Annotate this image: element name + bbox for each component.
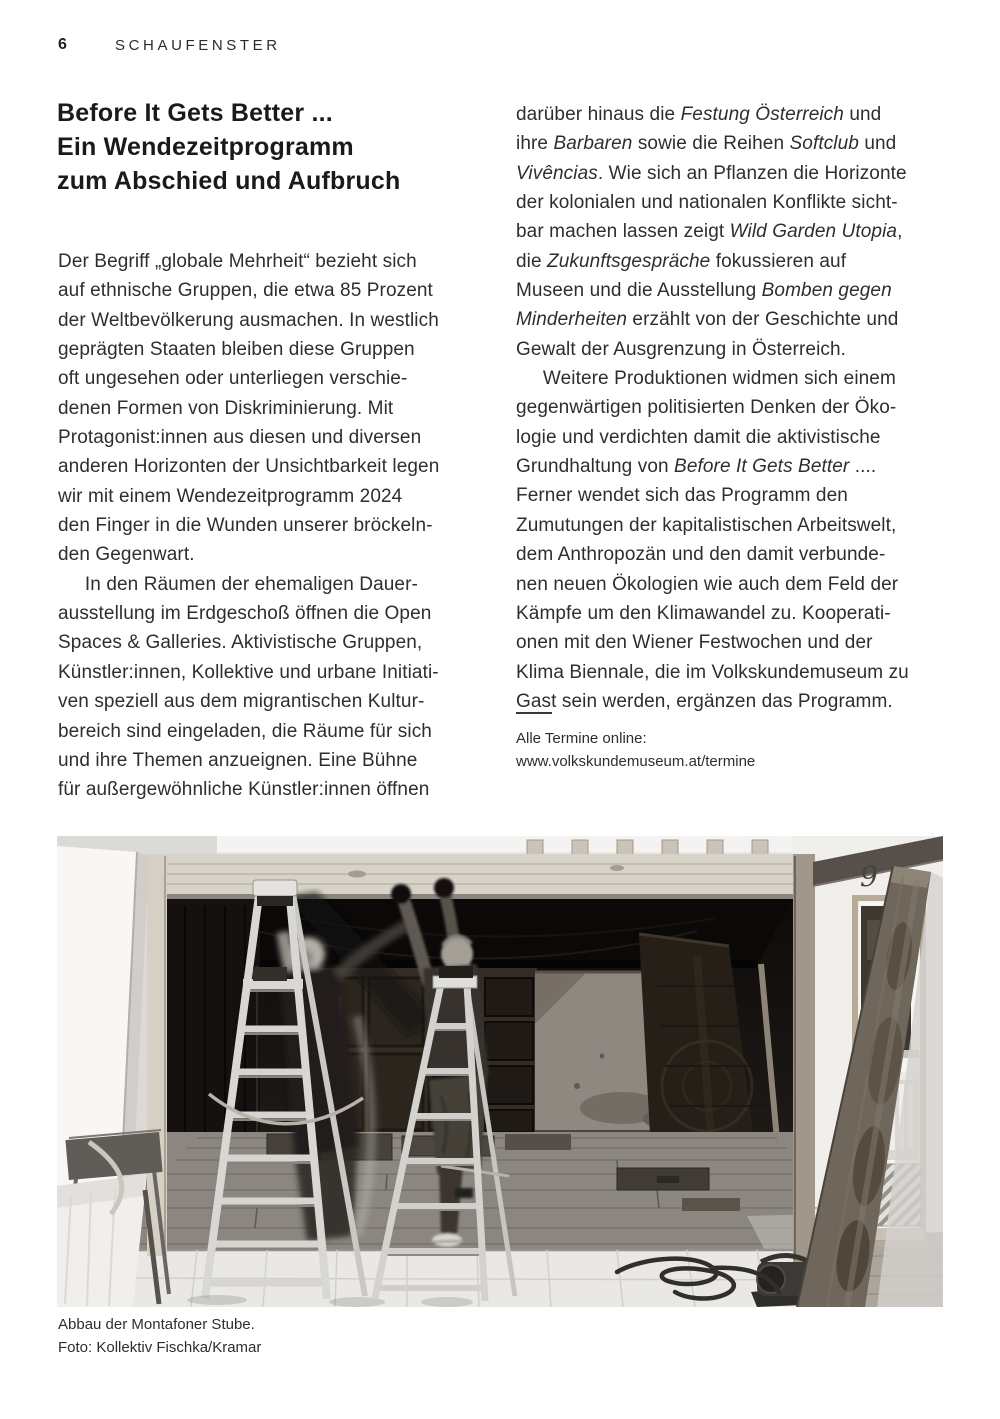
photo-wall-number: 9 — [860, 860, 878, 893]
footnote-divider — [516, 712, 552, 714]
article-column-left: Der Begriff „globale Mehrheit“ bezieht sich auf ethnische Gruppen, die etwa 85 Prozent der Weltbevölkerung ausmachen. In westlich geprägten Staaten bleiben diese Gruppen oft ungesehen oder unterliegen verschie- denen Formen von Diskriminierung. Mit Protagonist:innen aus diesen und diversen anderen Horizonten der Unsichtbarkeit legen wir mit einem Wendezeitprogramm 2024 den Finger in die Wunden unserer bröckeln- den Gegenwart. In den Räumen der ehemaligen Dauer- ausstellung im Erdgeschoß öffnen die Open Spaces & Galleries. Aktivistische Gruppen, Künstler:innen, Kollektive und urbane Initiati- ven speziell aus dem migrantischen Kultur- bereich sind eingeladen, die Räume für sich und ihre Themen anzueignen. Eine Bühne für außergewöhnliche Künstler:innen öffnen — [58, 251, 440, 801]
article-column-right: darüber hinaus die Festung Österreich und ihre Barbaren sowie die Reihen Softclub und Vivências. Wie sich an Pflanzen die Horizonte der kolonialen und nationalen Konflikte sicht- bar machen lassen zeigt Wild Garden Utopia, die Zukunftsgespräche fokussieren auf Museen und die Ausstellung Bomben gegen Minderheiten erzählt von der Geschichte und Gewalt der Ausgrenzung in Österreich. Weitere Produktionen widmen sich einem gegenwärtigen politisierten Denken der Öko- logie und verdichten damit die aktivistische Grundhaltung von Before It Gets Better .... Ferner wendet sich das Programm den Zumutungen der kapitalistischen Arbeitswelt, dem Anthropozän und den damit verbunde- nen neuen Ökologien wie auch dem Feld der Kämpfe um den Klimawandel zu. Kooperati- onen mit den Wiener Festwochen und der Klima Biennale, die im Volkskundemuseum zu Gast sein werden, ergänzen das Programm. — [516, 104, 909, 712]
section-title: SCHAUFENSTER — [115, 37, 281, 54]
footnote: Alle Termine online: www.volkskundemuseum.at/termine — [516, 730, 756, 770]
article-title: Before It Gets Better ... Ein Wendezeitprogramm zum Abschied und Aufbruch — [57, 99, 401, 195]
article-photo — [57, 836, 943, 1307]
photo-caption: Abbau der Montafoner Stube. Foto: Kollektiv Fischka/Kramar — [58, 1316, 262, 1356]
photo-image — [57, 836, 943, 1307]
page-number: 6 — [58, 36, 67, 53]
